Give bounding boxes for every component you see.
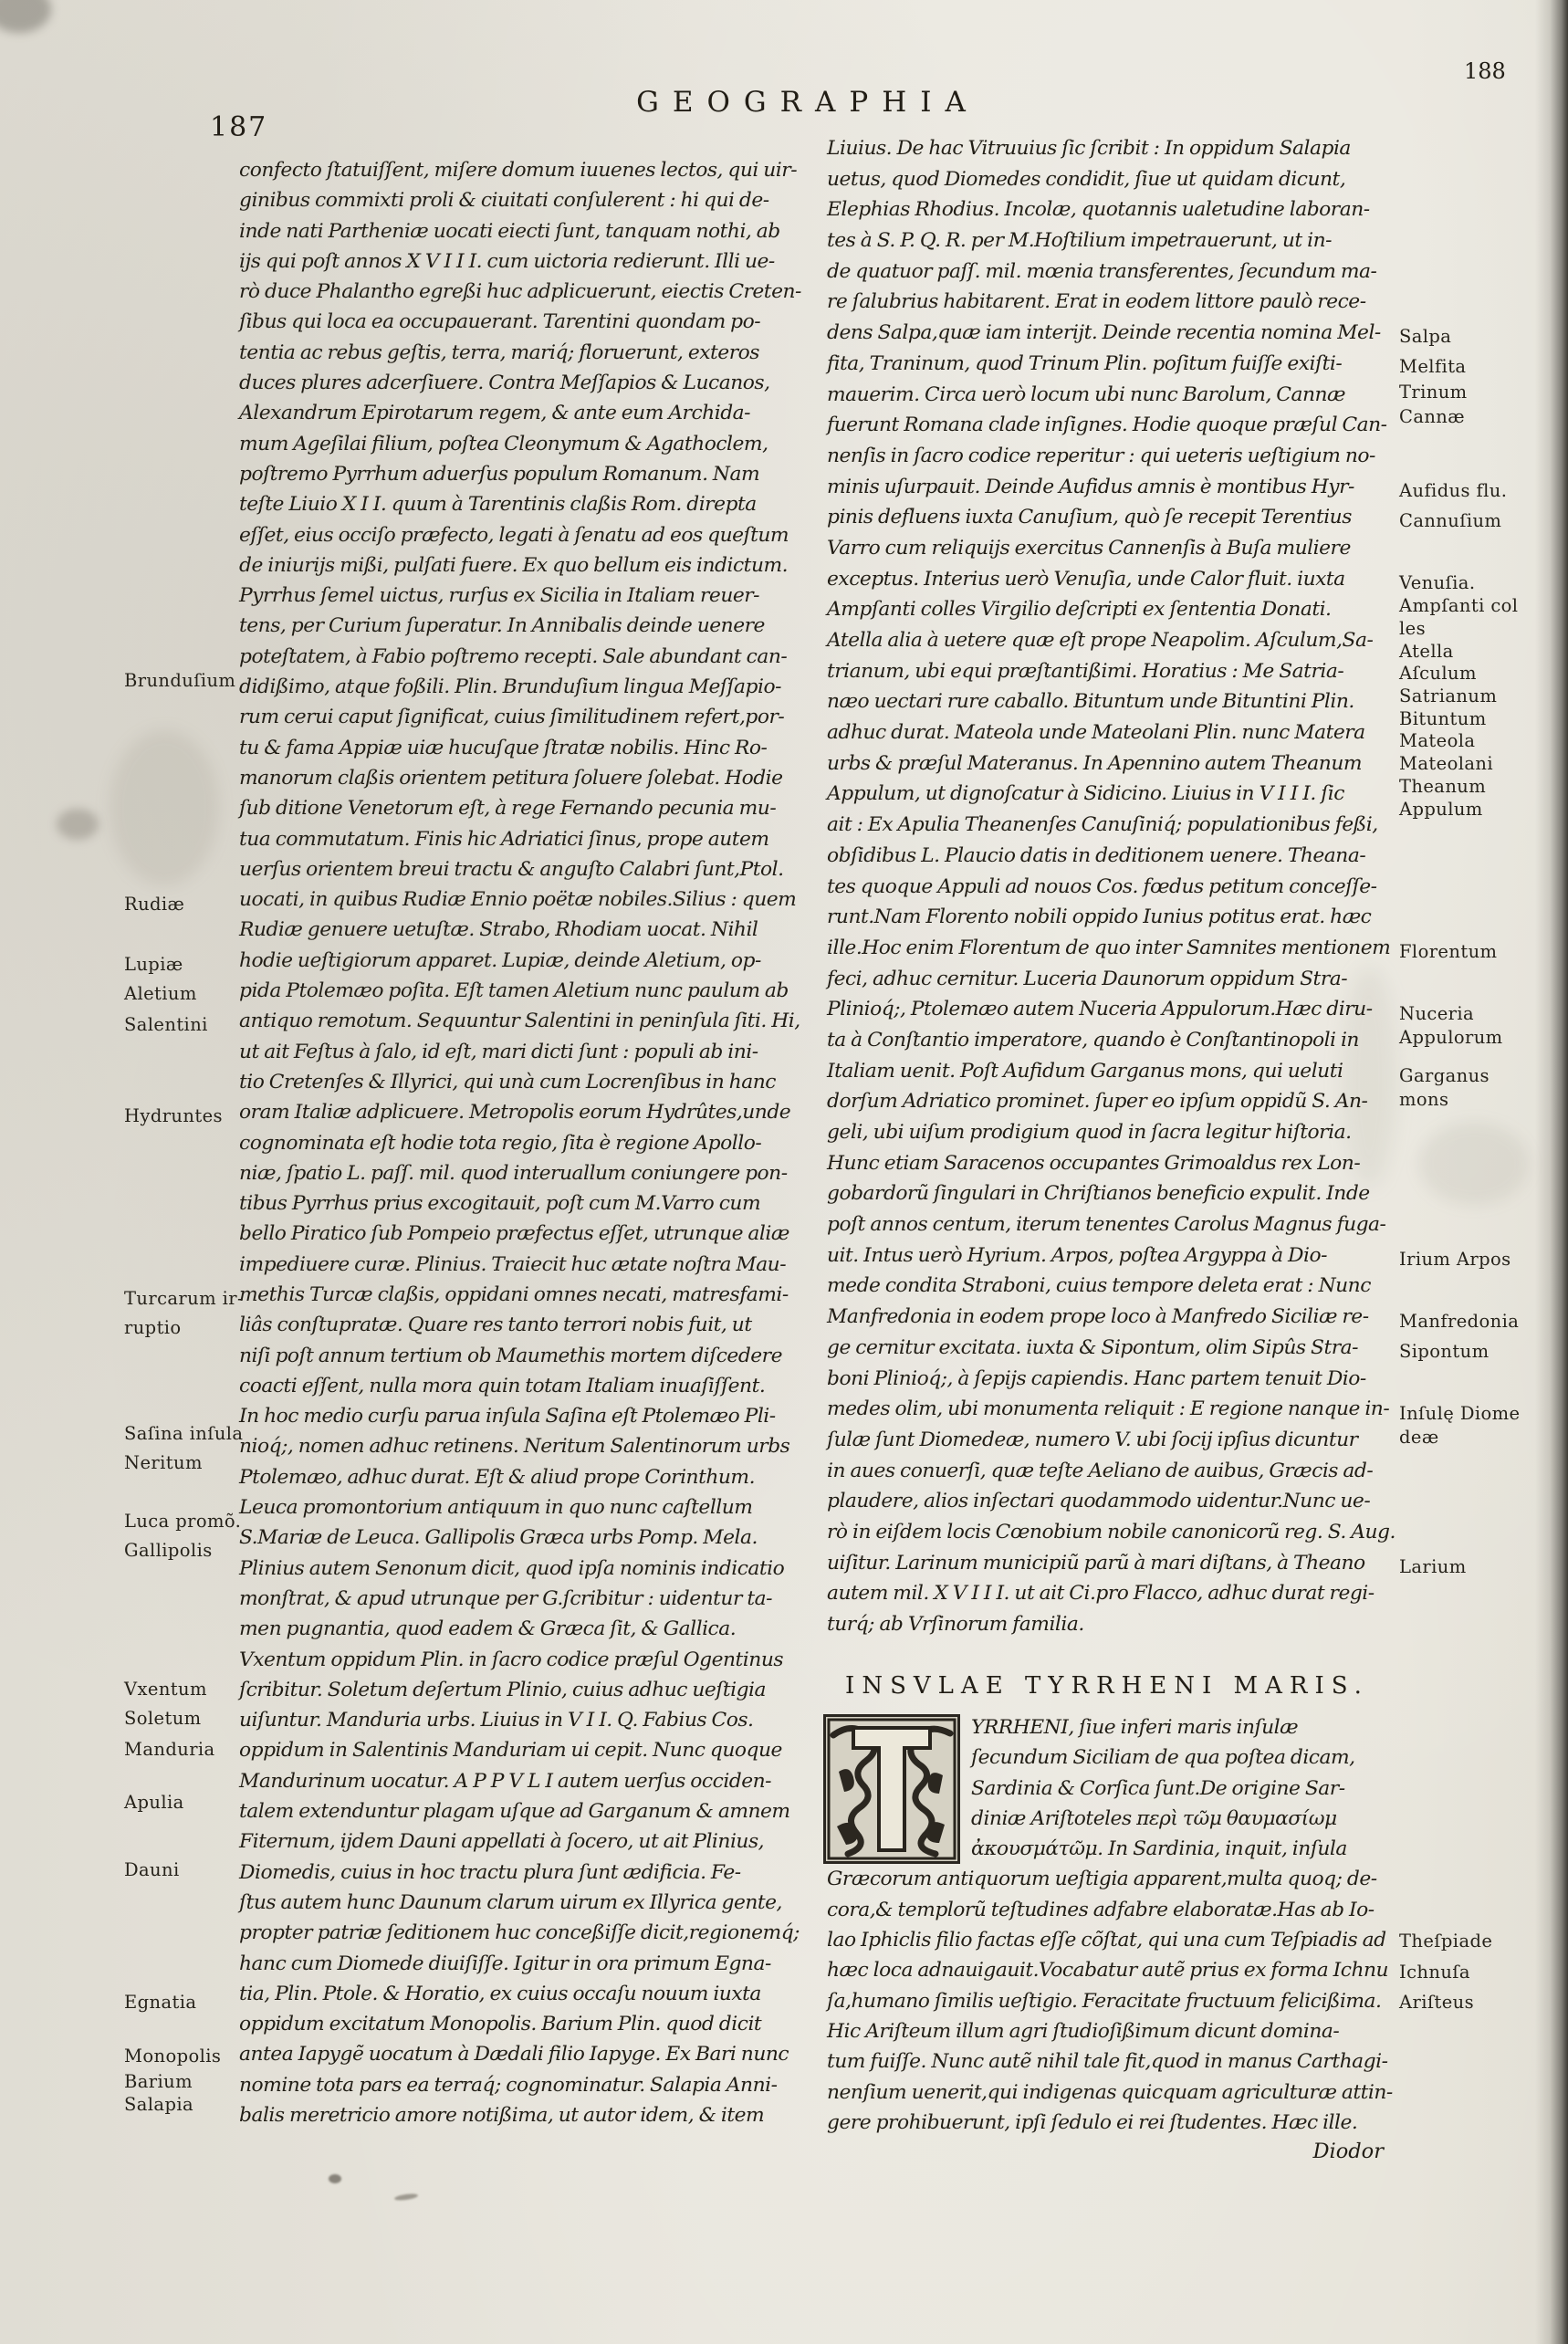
margin-note: Salentini bbox=[124, 1014, 208, 1035]
text-line: re ſalubrius habitarent. Erat in eodem littore paulò rece- bbox=[827, 290, 1366, 314]
text-line: tum fuiſſe. Nunc autẽ nihil tale fit,quod in manus Carthagi- bbox=[827, 2050, 1388, 2074]
margin-note: les bbox=[1399, 618, 1426, 639]
text-line: poſt annos centum, iterum tenentes Carolus Magnus fuga- bbox=[827, 1213, 1386, 1237]
text-line: manorum claßis orientem petitura ſoluere ſolebat. Hodie bbox=[239, 766, 783, 790]
margin-note: mons bbox=[1399, 1089, 1449, 1110]
text-line: tu & fama Appiæ uiæ hucuſque ſtratæ nobilis. Hinc Ro- bbox=[239, 736, 768, 759]
text-line: ut ait Feſtus à ſalo, id eſt, mari dicti ſunt : populi ab ini- bbox=[239, 1040, 758, 1063]
margin-note: Inſulę Diome bbox=[1399, 1403, 1521, 1424]
text-line: Mandurinum uocatur. A P P V L I autem uerſus occiden- bbox=[239, 1769, 772, 1793]
right-text-column bbox=[827, 133, 1396, 1640]
margin-note: Aletium bbox=[124, 983, 197, 1004]
text-line: hæc loca adnauigauit.Vocabatur autẽ prius ex forma Ichnu bbox=[827, 1959, 1389, 1983]
text-line: mede condita Straboni, cuius tempore deleta erat : Nunc bbox=[827, 1274, 1371, 1298]
margin-note: Brunduſium bbox=[124, 670, 236, 691]
text-line: Liuius. De hac Vitruuius ſic ſcribit : In oppidum Salapia bbox=[827, 137, 1351, 160]
text-line: Manfredonia in eodem prope loco à Manfredo Siciliæ re- bbox=[827, 1305, 1369, 1329]
text-line: ginibus commixti proli & ciuitati conſulerent : hi qui de- bbox=[239, 189, 769, 213]
text-line: autem mil. X V I I I. ut ait Ci.pro Flacco, adhuc durat regi- bbox=[827, 1582, 1375, 1606]
text-line: ſa,humano ſimilis ueſtigio. Feracitate fructuum felicißima. bbox=[827, 1989, 1382, 2013]
margin-note: Mateolani bbox=[1399, 753, 1493, 774]
text-line: poteſtatem, à Fabio poſtremo recepti. Sale abundant can- bbox=[239, 644, 788, 668]
text-line: Diomedis, cuius in hoc tractu plura ſunt ædificia. Fe- bbox=[239, 1860, 741, 1884]
catchword: Diodor bbox=[1312, 2140, 1384, 2163]
text-line: propter patriæ ſeditionem huc conceßiſſe dicit,regionemq́; bbox=[239, 1921, 800, 1945]
margin-note: Soletum bbox=[124, 1708, 202, 1729]
text-line: ἀκουσμάτῶμ. In Sardinia, inquit, inſula bbox=[971, 1837, 1347, 1861]
margin-note: Appulorum bbox=[1399, 1027, 1503, 1048]
text-line: rò duce Phalantho egreßi huc adplicuerunt, eiectis Creten- bbox=[239, 280, 801, 304]
text-line: Rudiæ genuere uetuſtæ. Strabo, Rhodiam uocat. Nihil bbox=[239, 918, 758, 942]
woodcut-initial-T bbox=[823, 1714, 960, 1864]
margin-note: Sipontum bbox=[1399, 1341, 1490, 1362]
margin-note: Dauni bbox=[124, 1859, 180, 1880]
text-line: poſtremo Pyrrhum aduerſus populum Romanum. Nam bbox=[239, 462, 760, 486]
text-line: teſte Liuio X I I. quum à Tarentinis claßis Rom. direpta bbox=[239, 493, 757, 517]
text-line: de quatuor paſſ. mil. mœnia transferentes, ſecundum ma- bbox=[827, 259, 1377, 283]
text-line: pinis defluens iuxta Canuſium, quò ſe recepit Terentius bbox=[827, 506, 1352, 529]
text-line: hanc cum Diomede diuiſiſſe. Igitur in ora primum Egna- bbox=[239, 1952, 771, 1975]
margin-note: Salapia bbox=[124, 2094, 193, 2115]
text-line: YRRHENI, ſiue inferi maris inſulæ bbox=[971, 1716, 1299, 1739]
left-text-column bbox=[239, 155, 801, 2130]
text-line: boni Plinioq́;, à ſepijs capiendis. Hanc partem tenuit Dio- bbox=[827, 1366, 1366, 1390]
text-line: tibus Pyrrhus prius excogitauit, poſt cum M.Varro cum bbox=[239, 1192, 761, 1216]
margin-note: Garganus bbox=[1399, 1065, 1490, 1086]
margin-note: Cannuſium bbox=[1399, 510, 1502, 531]
text-line: tua commutatum. Finis hic Adriatici ſinus, prope autem bbox=[239, 827, 769, 851]
margin-note: Trinum bbox=[1399, 382, 1468, 403]
text-line: fita, Traninum, quod Trinum Plin. poſitum fuiſſe exiſti- bbox=[827, 351, 1343, 375]
text-line: geli, ubi uiſum prodigium quod in ſacra legitur hiſtoria. bbox=[827, 1121, 1352, 1144]
stain bbox=[0, 0, 51, 33]
text-line: næo uectari rure caballo. Bituntum unde Bituntini Plin. bbox=[827, 690, 1354, 714]
page-number-left: 187 bbox=[210, 111, 268, 143]
text-line: uiſuntur. Manduria urbs. Liuius in V I I. Q. Fabius Cos. bbox=[239, 1709, 754, 1732]
margin-note: Rudiæ bbox=[124, 894, 185, 915]
text-line: medes olim, ubi monumenta reliquit : E regione nanque in- bbox=[827, 1397, 1390, 1421]
text-line: tes à S. P. Q. R. per M.Hoſtilium impetrauerunt, ut in- bbox=[827, 229, 1332, 253]
text-line: coacti eſſent, nulla mora quin totam Italiam inuaſiſſent. bbox=[239, 1374, 766, 1397]
margin-note: Saſina inſula bbox=[124, 1423, 244, 1444]
stain bbox=[57, 809, 99, 840]
text-line: Sardinia & Corſica ſunt.De origine Sar- bbox=[971, 1776, 1345, 1800]
stain bbox=[394, 2192, 419, 2202]
margin-note: Manfredonia bbox=[1399, 1311, 1520, 1332]
text-line: Varro cum reliquijs exercitus Cannenſis à Buſa muliere bbox=[827, 536, 1351, 560]
text-line: rò in eiſdem locis Cœnobium nobile canonicorũ reg. S. Aug. bbox=[827, 1520, 1396, 1543]
text-line: Atella alia à uetere quæ eſt prope Neapolim. Aſculum,Sa- bbox=[827, 629, 1374, 652]
text-line: monſtrat, & apud utrunque per G.ſcribitur : uidentur ta- bbox=[239, 1586, 772, 1610]
margin-note: Manduria bbox=[124, 1739, 215, 1760]
text-line: Alexandrum Epirotarum regem, & ante eum Archida- bbox=[239, 402, 751, 425]
text-line: Hic Ariſteum illum agri ſtudioſißimum dicunt domina- bbox=[827, 2019, 1340, 2043]
section-tyrrheni-paragraph bbox=[827, 1712, 1393, 2138]
section-full-lines bbox=[827, 1864, 1393, 2138]
text-line: runt.Nam Florento nobili oppido Iunius potitus erat. hæc bbox=[827, 905, 1372, 929]
text-line: plaudere, alios inſectari quodammodo uidentur.Nunc ue- bbox=[827, 1490, 1371, 1513]
text-line: duces plures adcerſiuere. Contra Meſſapios & Lucanos, bbox=[239, 371, 770, 395]
text-line: ſtus autem hunc Daunum clarum uirum ex Illyrica gente, bbox=[239, 1890, 782, 1914]
text-line: Vxentum oppidum Plin. in ſacro codice præſul Ogentinus bbox=[239, 1648, 784, 1671]
text-line: minis uſurpauit. Deinde Aufidus amnis è montibus Hyr- bbox=[827, 475, 1354, 498]
text-line: methis Turcæ claßis, oppidani omnes necati, matresfami- bbox=[239, 1282, 789, 1306]
text-line: rum cerui caput ſignificat, cuius ſimilitudinem refert,por- bbox=[239, 706, 785, 729]
margin-note: Barium bbox=[124, 2071, 193, 2092]
text-line: tens, per Curium ſuperatur. In Annibalis deinde uenere bbox=[239, 614, 765, 638]
text-line: Italiam uenit. Poſt Aufidum Garganus mons, qui ueluti bbox=[827, 1059, 1343, 1083]
text-line: adhuc durat. Mateola unde Mateolani Plin. nunc Matera bbox=[827, 721, 1365, 745]
text-line: uit. Intus uerò Hyrium. Arpos, poſtea Argyppa à Dio- bbox=[827, 1243, 1327, 1267]
text-line: Plinioq́;, Ptolemæo autem Nuceria Appulorum.Hæc diru- bbox=[827, 998, 1373, 1021]
text-line: gere prohibuerunt, ipſi ſedulo ei rei ſtudentes. Hæc ille. bbox=[827, 2110, 1358, 2134]
text-line: ait : Ex Apulia Theanenſes Canuſiniq́; populationibus feßi, bbox=[827, 813, 1378, 837]
text-line: cora,& templorũ teſtudines adfabre elaboratæ.Has ab Io- bbox=[827, 1898, 1375, 1921]
margin-note: Hydruntes bbox=[124, 1105, 223, 1126]
margin-note: Satrianum bbox=[1399, 685, 1498, 706]
margin-note: Apulia bbox=[124, 1792, 184, 1813]
margin-note: Gallipolis bbox=[124, 1540, 213, 1561]
text-line: eſſet, eius occiſo præfecto, legati à ſenatu ad eos queſtum bbox=[239, 523, 789, 547]
text-line: ſub ditione Venetorum eſt, à rege Fernando pecunia mu- bbox=[239, 797, 777, 821]
text-line: feci, adhuc cernitur. Luceria Daunorum oppidum Stra- bbox=[827, 967, 1348, 990]
margin-note: Cannæ bbox=[1399, 406, 1465, 427]
text-line: antea Iapygẽ uocatum à Dædali filio Iapyge. Ex Bari nunc bbox=[239, 2043, 789, 2067]
margin-note: Monopolis bbox=[124, 2046, 222, 2067]
margin-note: Venuſia. bbox=[1399, 572, 1476, 593]
text-line: ſecundum Siciliam de qua poſtea dicam, bbox=[971, 1746, 1355, 1770]
text-line: inde nati Partheniæ uocati eiecti ſunt, tanquam nothi, ab bbox=[239, 219, 780, 243]
text-line: urbs & præſul Materanus. In Apennino autem Theanum bbox=[827, 751, 1363, 775]
margin-note: Theanum bbox=[1399, 776, 1487, 797]
margin-note: Salpa bbox=[1399, 326, 1452, 347]
text-line: niæ, ſpatio L. paſſ. mil. quod interuallum coniungere pon- bbox=[239, 1161, 788, 1185]
text-line: dorſum Adriatico prominet. ſuper eo ipſum oppidũ S. An- bbox=[827, 1090, 1368, 1114]
right-margin-notes bbox=[1399, 0, 1554, 2344]
text-line: ſcribitur. Soletum deſertum Plinio, cuius adhuc ueſtigia bbox=[239, 1678, 767, 1701]
text-line: cognominata eſt hodie tota regio, ſita è regione Apollo- bbox=[239, 1131, 762, 1155]
text-line: tes quoque Appuli ad nouos Cos. fœdus petitum conceſſe- bbox=[827, 874, 1377, 898]
text-line: impediuere curæ. Plinius. Traiecit huc ætate noſtra Mau- bbox=[239, 1252, 787, 1276]
text-line: diniæ Ariſtoteles περὶ τῶμ θαυμασίωμ bbox=[971, 1806, 1337, 1830]
margin-note: ruptio bbox=[124, 1317, 182, 1338]
margin-note: Aſculum bbox=[1399, 663, 1477, 684]
text-line: Græcorum antiquorum ueſtigia apparent,multa quoq; de- bbox=[827, 1868, 1377, 1891]
text-line: nenſis in ſacro codice reperitur : qui ueteris ueſtigium no- bbox=[827, 444, 1375, 467]
margin-note: deæ bbox=[1399, 1427, 1439, 1448]
text-line: de iniurijs mißi, pulſati fuere. Ex quo bellum eis indictum. bbox=[239, 553, 789, 577]
text-line: uetus, quod Diomedes condidit, ſiue ut quidam dicunt, bbox=[827, 167, 1346, 191]
text-line: tia, Plin. Ptole. & Horatio, ex cuius occaſu nouum iuxta bbox=[239, 1982, 761, 2005]
text-line: In hoc medio curſu parua inſula Saſina eſt Ptolemæo Pli- bbox=[239, 1405, 776, 1428]
text-line: niſi poſt annum tertium ob Maumethis mortem diſcedere bbox=[239, 1344, 783, 1367]
text-line: nenſium uenerit,qui indigenas quicquam agriculturæ attin- bbox=[827, 2080, 1393, 2104]
text-line: fuerunt Romana clade inſignes. Hodie quoque præſul Can- bbox=[827, 413, 1387, 437]
text-line: talem extenduntur plagam uſque ad Garganum & amnem bbox=[239, 1800, 790, 1824]
text-line: hodie ueſtigiorum apparet. Lupiæ, deinde Aletium, op- bbox=[239, 948, 761, 972]
text-line: uiſitur. Larinum municipiũ parũ à mari diſtans, à Theano bbox=[827, 1551, 1365, 1575]
text-line: ijs qui poſt annos X V I I I. cum uictoria redierunt. Illi ue- bbox=[239, 249, 775, 273]
text-line: uocati, in quibus Rudiæ Ennio poëtæ nobiles.Silius : quem bbox=[239, 888, 797, 912]
text-line: lao Iphiclis filio factas eſſe cõſtat, qui una cum Teſpiadis ad bbox=[827, 1929, 1386, 1952]
text-line: ſulæ ſunt Diomedeæ, numero V. ubi ſocij ipſius dicuntur bbox=[827, 1428, 1358, 1451]
text-line: Elephias Rhodius. Incolæ, quotannis ualetudine laboran- bbox=[827, 198, 1370, 222]
text-line: mauerim. Circa uerò locum ubi nunc Barolum, Cannæ bbox=[827, 382, 1346, 406]
text-line: ſibus qui loca ea occupauerant. Tarentini quondam po- bbox=[239, 310, 761, 334]
text-line: Leuca promontorium antiquum in quo nunc caſtellum bbox=[239, 1496, 753, 1520]
text-line: in aues conuerſi, quæ teſte Aeliano de auibus, Græcis ad- bbox=[827, 1459, 1374, 1482]
text-line: nomine tota pars ea terraq́; cognominatur. Salapia Anni- bbox=[239, 2073, 778, 2097]
margin-note: Nuceria bbox=[1399, 1003, 1475, 1024]
woodcut-initial-art bbox=[826, 1717, 957, 1861]
margin-note: Neritum bbox=[124, 1452, 203, 1473]
text-line: bello Piratico ſub Pompeio præfectus eſſet, utrunque aliæ bbox=[239, 1222, 789, 1246]
text-line: exceptus. Interius uerò Venuſia, unde Calor fluit. iuxta bbox=[827, 567, 1345, 591]
text-line: balis meretricio amore notißima, ut autor idem, & item bbox=[239, 2104, 765, 2127]
text-line: oppidum in Salentinis Manduriam ui cepit. Nunc quoque bbox=[239, 1739, 782, 1763]
margin-note: Ariſteus bbox=[1399, 1992, 1474, 2013]
text-line: confecto ſtatuiſſent, miſere domum iuuenes lectos, qui uir- bbox=[239, 159, 798, 182]
text-line: Plinius autem Senonum dicit, quod ipſa nominis indicatio bbox=[239, 1556, 785, 1580]
margin-note: Ampſanti col bbox=[1399, 595, 1519, 616]
text-line: oram Italiæ adplicuere. Metropolis eorum Hydrûtes,unde bbox=[239, 1101, 791, 1125]
margin-note: Lupiæ bbox=[124, 954, 183, 975]
text-line: men pugnantia, quod eadem & Græca ſit, & Gallica. bbox=[239, 1617, 737, 1641]
margin-note: Mateola bbox=[1399, 730, 1476, 751]
margin-note: Atella bbox=[1399, 641, 1454, 662]
text-line: Appulum, ut dignoſcatur à Sidicino. Liuius in V I I I. ſic bbox=[827, 782, 1344, 806]
text-line: obſidibus L. Plaucio datis in deditionem uenere. Theana- bbox=[827, 843, 1366, 867]
running-title: GEOGRAPHIA bbox=[636, 86, 979, 119]
margin-note: Turcarum ir- bbox=[124, 1288, 244, 1309]
text-line: gobardorũ ſingulari in Chriſtianos beneficio expulit. Inde bbox=[827, 1182, 1370, 1206]
text-line: dens Salpa,quæ iam interijt. Deinde recentia nomina Mel- bbox=[827, 321, 1381, 345]
text-line: Hunc etiam Saracenos occupantes Grimoaldus rex Lon- bbox=[827, 1151, 1361, 1175]
margin-note: Theſpiade bbox=[1399, 1931, 1493, 1952]
text-line: Pyrrhus ſemel uictus, rurſus ex Sicilia in Italiam reuer- bbox=[239, 584, 760, 608]
text-line: uerſus orientem breui tractu & anguſto Calabri ſunt,Ptol. bbox=[239, 857, 784, 881]
margin-note: Florentum bbox=[1399, 941, 1498, 962]
text-line: nioq́;, nomen adhuc retinens. Neritum Salentinorum urbs bbox=[239, 1435, 790, 1459]
text-line: antiquo remotum. Sequuntur Salentini in peninſula ſiti. Hi, bbox=[239, 1010, 800, 1033]
text-line: didißimo, atque foßili. Plin. Brunduſium lingua Meſſapio- bbox=[239, 675, 781, 699]
text-line: mum Ageſilai filium, poſtea Cleonymum & Agathoclem, bbox=[239, 432, 768, 455]
section-heading: INSVLAE TYRRHENI MARIS. bbox=[845, 1672, 1369, 1700]
stain bbox=[329, 2174, 341, 2183]
text-line: turq́; ab Vrſinorum familia. bbox=[827, 1613, 1084, 1636]
text-line: Ampſanti colles Virgilio deſcripti ex ſententia Donati. bbox=[827, 598, 1332, 622]
text-line: ta à Conſtantio imperatore, quando è Conſtantinopoli in bbox=[827, 1028, 1359, 1052]
margin-note: Melfita bbox=[1399, 356, 1467, 377]
margin-note: Ichnuſa bbox=[1399, 1962, 1470, 1983]
margin-note: Vxentum bbox=[124, 1679, 207, 1700]
margin-note: Irium Arpos bbox=[1399, 1249, 1511, 1270]
text-line: S.Mariæ de Leuca. Gallipolis Græca urbs Pomp. Mela. bbox=[239, 1526, 758, 1550]
text-line: Ptolemæo, adhuc durat. Eſt & aliud prope Corinthum. bbox=[239, 1465, 756, 1489]
margin-note: Aufidus flu. bbox=[1399, 480, 1508, 501]
page-number-right: 188 bbox=[1464, 58, 1506, 84]
text-line: oppidum excitatum Monopolis. Barium Plin. quod dicit bbox=[239, 2013, 762, 2036]
text-line: tentia ac rebus geſtis, terra, mariq́; floruerunt, exteros bbox=[239, 340, 759, 364]
text-line: pida Ptolemæo poſita. Eſt tamen Aletium nunc paulum ab bbox=[239, 979, 789, 1003]
margin-note: Appulum bbox=[1399, 799, 1483, 820]
text-line: ge cernitur excitata. iuxta & Sipontum, olim Sipûs Stra- bbox=[827, 1335, 1358, 1359]
margin-note: Bituntum bbox=[1399, 708, 1487, 729]
text-line: trianum, ubi equi præſtantißimi. Horatius : Me Satria- bbox=[827, 659, 1344, 683]
margin-note: Luca promõ. bbox=[124, 1511, 242, 1532]
text-line: ille.Hoc enim Florentum de quo inter Samnites mentionem bbox=[827, 936, 1391, 959]
text-line: Fiternum, ijdem Dauni appellati à ſocero, ut ait Plinius, bbox=[239, 1830, 765, 1854]
margin-note: Larium bbox=[1399, 1556, 1467, 1577]
margin-note: Egnatia bbox=[124, 1992, 197, 2013]
text-line: tio Cretenſes & Illyrici, qui unà cum Locrenſibus in hanc bbox=[239, 1070, 776, 1094]
text-line: liâs conſtupratæ. Quare res tanto terrori nobis fuit, ut bbox=[239, 1313, 752, 1337]
